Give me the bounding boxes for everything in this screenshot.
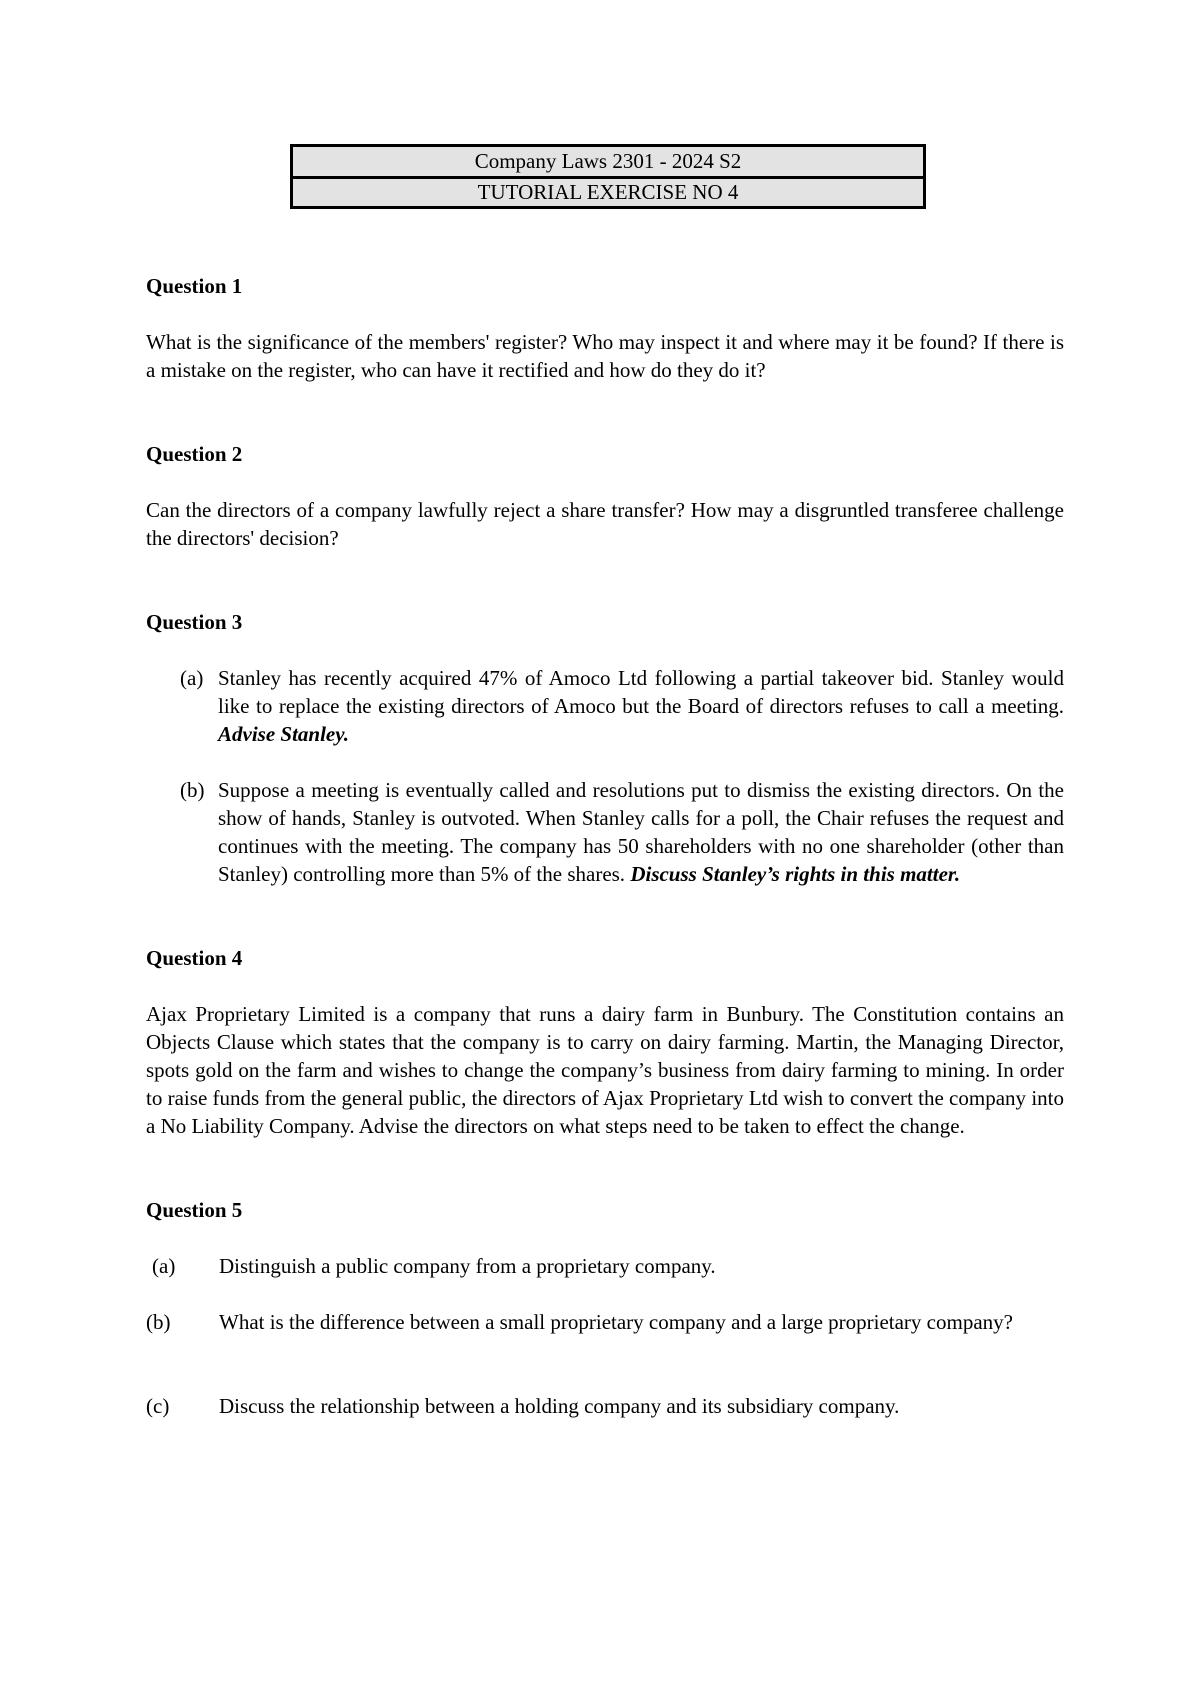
part-label: (a) [180,666,204,690]
question-5-part-c [146,1392,1064,1420]
question-5-part-a [146,1252,1064,1280]
question-1-heading: Question 1 [146,274,243,298]
question-2-heading: Question 2 [146,442,243,466]
part-emphasis: Discuss Stanley’s rights in this matter. [630,862,961,886]
question-2-text: Can the directors of a company lawfully reject a share transfer? How may a disgruntled transferee challenge the directors' decision? [146,498,1064,550]
title-box [290,144,926,209]
question-3-heading: Question 3 [146,610,243,634]
part-label: (b) [180,778,205,802]
part-text [218,664,1064,748]
part-label: (c) [146,1394,170,1418]
question-5-part-b [146,1308,1064,1336]
part-body: Stanley has recently acquired 47% of Amoco Ltd following a partial takeover bid. Stanley would like to replace the existing directors of Amoco but the Board of directors refuses to call a meeting. [218,666,1064,718]
part-text: Discuss the relationship between a holding company and its subsidiary company. [219,1394,900,1418]
part-label: (b) [146,1310,171,1334]
question-4-heading: Question 4 [146,946,243,970]
part-text [218,776,1064,888]
exercise-title: TUTORIAL EXERCISE NO 4 [293,179,923,206]
part-text: Distinguish a public company from a proprietary company. [219,1254,716,1278]
course-title: Company Laws 2301 - 2024 S2 [293,147,923,176]
part-text: What is the difference between a small proprietary company and a large proprietary company? [219,1310,1013,1334]
part-label: (a) [152,1254,176,1278]
part-emphasis: Advise Stanley. [218,722,350,746]
question-4-text: Ajax Proprietary Limited is a company that runs a dairy farm in Bunbury. The Constitution contains an Objects Clause which states that the company is to carry on dairy farming. Martin, the Managing Director, spots gold on the farm and wishes to change the company’s business from dairy farming to mining. In order to raise funds from the general public, the directors of Ajax Proprietary Ltd wish to convert the company into a No Liability Company. Advise the directors on what steps need to be taken to effect the change. [146,1002,1064,1138]
part-body: Suppose a meeting is eventually called and resolutions put to dismiss the existing directors. On the show of hands, Stanley is outvoted. When Stanley calls for a poll, the Chair refuses the request and continues with the meeting. The company has 50 shareholders with no one shareholder (other than Stanley) controlling more than 5% of the shares. [218,778,1064,886]
question-5-heading: Question 5 [146,1198,243,1222]
question-3-part-a [180,664,1064,748]
question-3-part-b [180,776,1064,888]
question-1-text: What is the significance of the members' register? Who may inspect it and where may it be found? If there is a mistake on the register, who can have it rectified and how do they do it? [146,330,1064,382]
